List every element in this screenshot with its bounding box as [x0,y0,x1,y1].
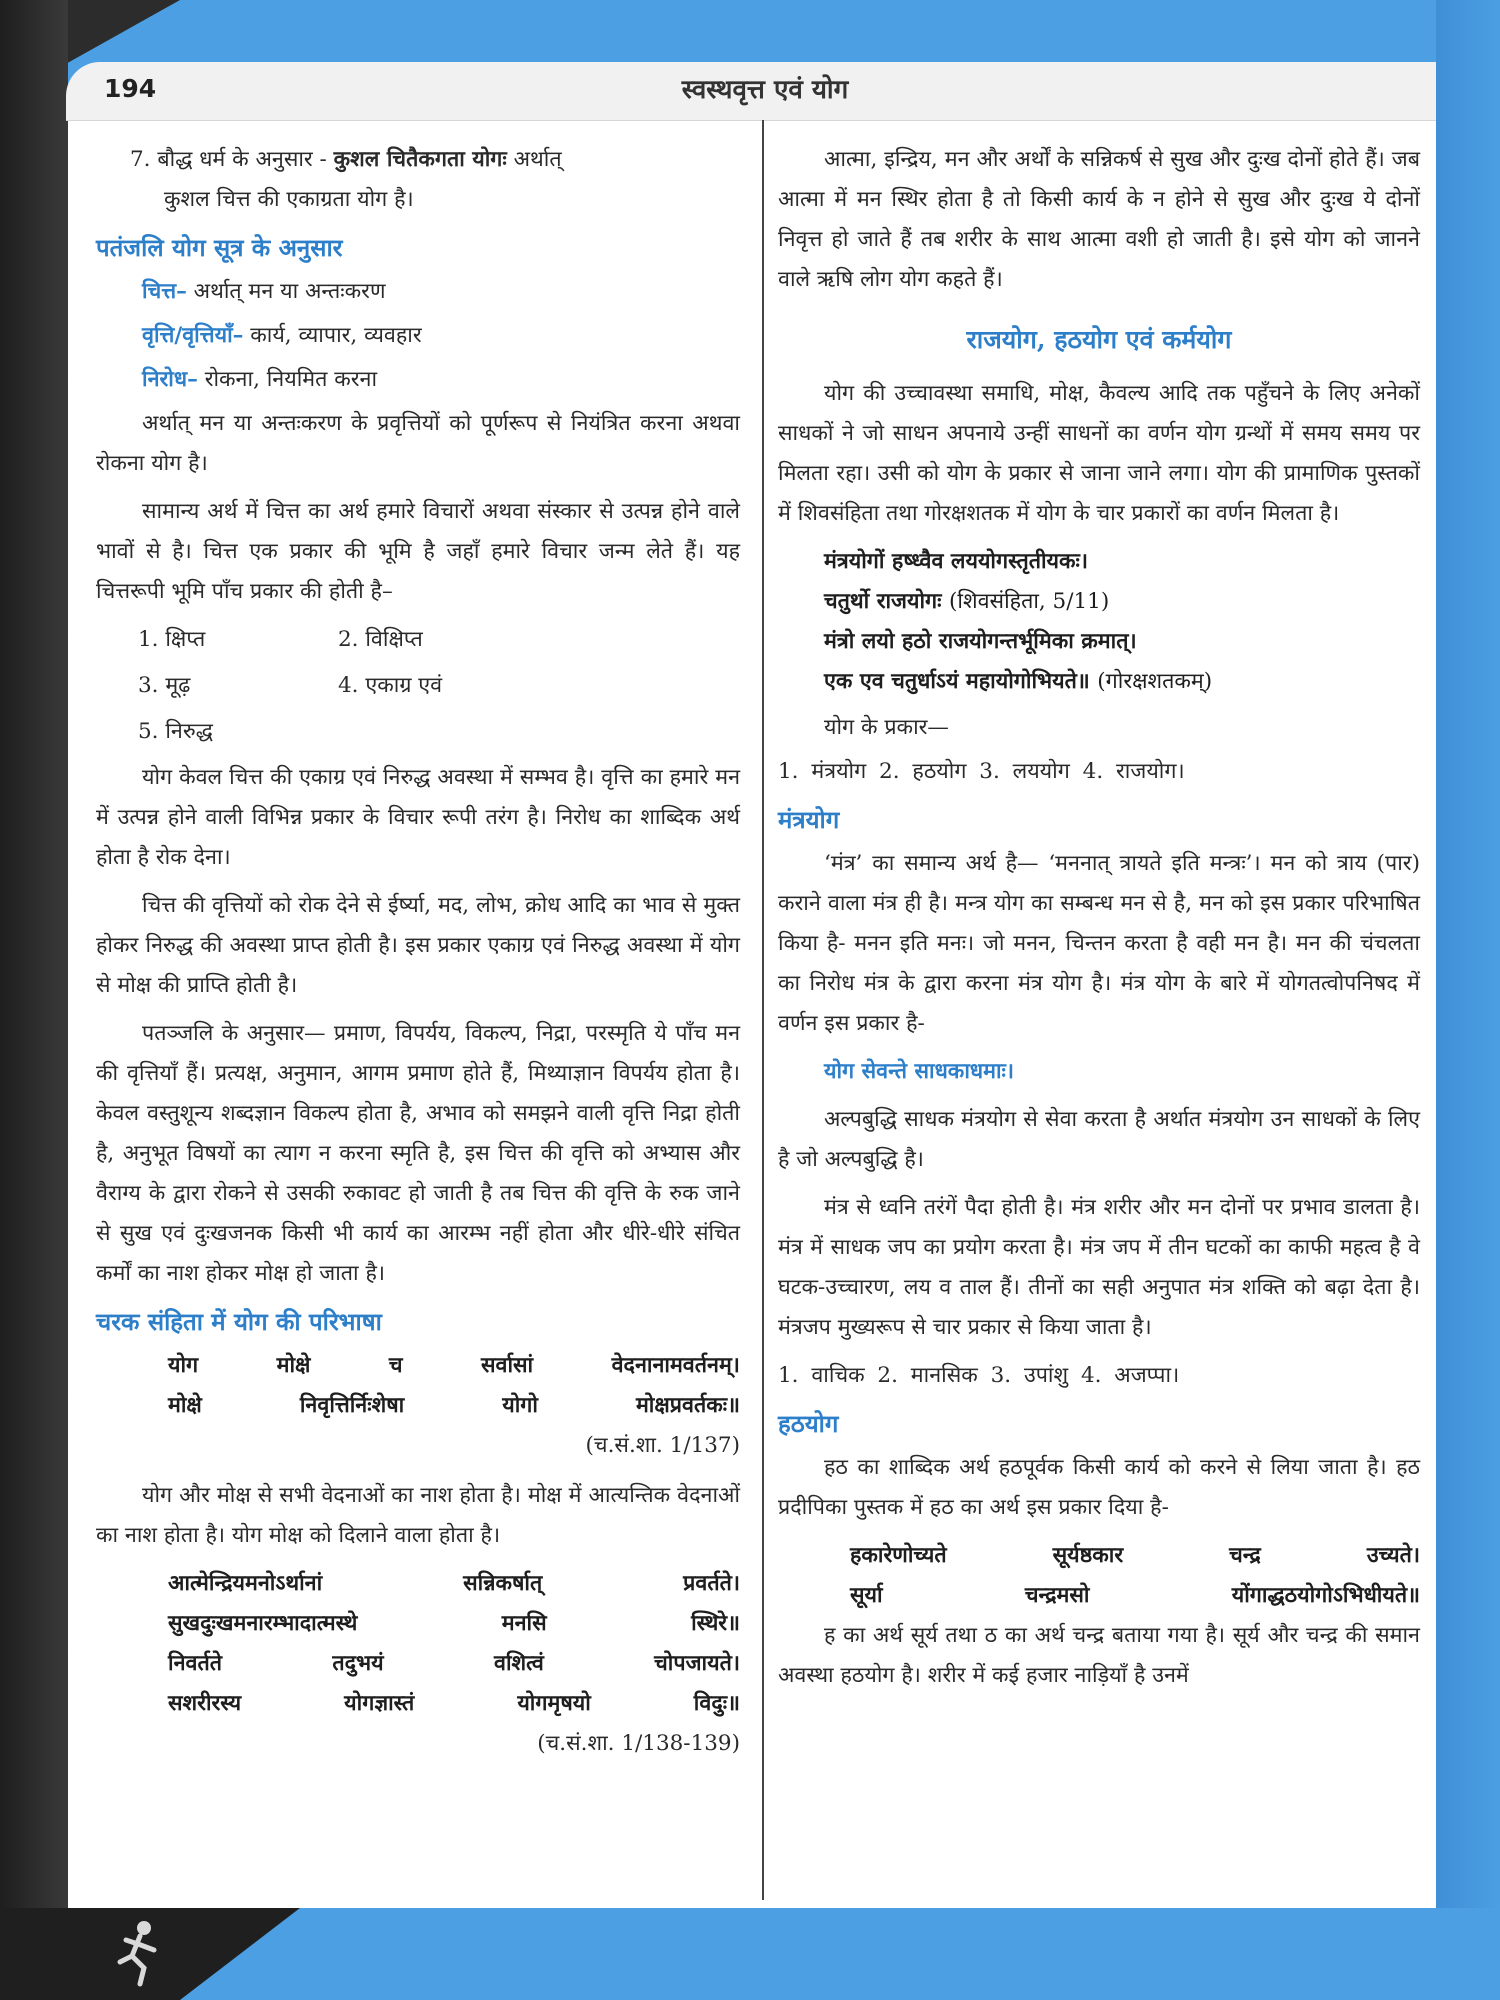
paragraph: मंत्र से ध्वनि तरंगें पैदा होती है। मंत्र शरीर और मन दोनों पर प्रभाव डालता है। मंत्र में साधक जप का प्रयोग करता है। मंत्र जप में तीन घटकों का काफी महत्व है वे घटक-उच्चारण, लय व ताल हैं। तीनों का सही अनुपात मंत्र शक्ति को बढ़ा देता है। मंत्रजप मुख्यरूप से चार प्रकार से किया जाता है। [778,1195,1420,1340]
list-item-7 [130,140,740,220]
verse-word: मोक्षप्रवर्तकः॥ [635,1393,740,1418]
term-label: वृत्ति/वृत्तियाँ– [142,323,244,348]
chitta-list-row [138,666,740,706]
paragraph: सामान्य अर्थ में चित्त का अर्थ हमारे विचारों अथवा संस्कार से उत्पन्न होने वाले भावों से है। चित्त एक प्रकार की भूमि है जहाँ हमारे विचार जन्म लेते हैं। यह चित्तरूपी भूमि पाँच प्रकार की होती है– [96,499,740,604]
verse-word: हकारेणोच्यते [850,1543,947,1568]
sloka-reference: (गोरक्षशतकम्) [1097,669,1213,694]
paragraph: योग और मोक्ष से सभी वेदनाओं का नाश होता है। मोक्ष में आत्यन्तिक वेदनाओं का नाश होता है। योग मोक्ष को दिलाने वाला होता है। [96,1483,740,1548]
verse-word: आत्मेन्द्रियमनोऽर्थानां [168,1571,323,1596]
heading-mantrayoga: मंत्रयोग [778,805,840,834]
term-chitta [142,272,740,312]
types-list: 1. मंत्रयोग 2. हठयोग 3. लययोग 4. राजयोग। [778,759,1185,784]
japa-list: 1. वाचिक 2. मानसिक 3. उपांशु 4. अजप्पा। [778,1363,1180,1388]
types-intro: योग के प्रकार— [824,715,949,740]
sloka-reference: (शिवसंहिता, 5/11) [949,589,1110,614]
verse-word: सुखदुःखमनारम्भादात्मस्थे [168,1611,358,1636]
verse-line [168,1644,740,1684]
verse-word: चन्द्रमसो [1024,1583,1090,1608]
verse-line [850,1536,1420,1576]
verse-word: सर्वासां [480,1353,534,1378]
paragraph: ‘मंत्र’ का समान्य अर्थ है— ‘मननात् त्रायते इति मन्त्रः’। मन को त्राय (पार) कराने वाला मंत्र ही है। मन्त्र योग का सम्बन्ध मन से है, मन को इस प्रकार परिभाषित किया है- मनन इति मनः। जो मनन, चिन्तन करता है वही मन है। मन की चंचलता का निरोध मंत्र के द्वारा करना मंत्र योग है। मंत्र योग के बारे में योगतत्वोपनिषद में वर्णन इस प्रकार है- [778,851,1420,1036]
verse-reference: (च.सं.शा. 1/138-139) [537,1731,740,1756]
left-page-edge [0,0,68,2000]
verse-word: उच्यते। [1366,1543,1420,1568]
verse-word: वशित्वं [493,1651,544,1676]
verse-word: सूर्या [850,1583,883,1608]
verse-line [168,1564,740,1604]
chitta-list-row [138,712,740,752]
verse-reference: (च.सं.शा. 1/137) [585,1433,740,1458]
right-column [778,140,1420,1704]
term-label: निरोध– [142,367,198,392]
verse-word: सन्निकर्षात् [463,1571,543,1596]
paragraph: ह का अर्थ सूर्य तथा ठ का अर्थ चन्द्र बताया गया है। सूर्य और चन्द्र की समान अवस्था हठयोग है। शरीर में कई हजार नाड़ियाँ है उनमें [778,1623,1420,1688]
paragraph: अर्थात् मन या अन्तःकरण के प्रवृत्तियों को पूर्णरूप से नियंत्रित करना अथवा रोकना योग है। [96,411,740,476]
term-nirodh [142,360,740,400]
list-item: 3. मूढ़ [138,673,191,698]
verse-word: स्थिरे॥ [691,1611,740,1636]
sanskrit-subheading: योग सेवन्ते साधकाधमाः। [824,1059,1015,1084]
verse-word: योगमृषयो [517,1691,591,1716]
paragraph: योग की उच्चावस्था समाधि, मोक्ष, कैवल्य आदि तक पहुँचने के लिए अनेकों साधकों ने जो साधन अपनाये उन्हीं साधनों का वर्णन योग ग्रन्थों में समय समय पर मिलता रहा। उसी को योग के प्रकार से जाना जाने लगा। योग की प्रामाणिक पुस्तकों में शिवसंहिता तथा गोरक्षशतक में योग के चार प्रकारों का वर्णन मिलता है। [778,381,1420,526]
sloka-text: मंत्रयोगों हष्ध्वैव लययोगस्तृतीयकः। [824,549,1089,574]
paragraph: चित्त की वृत्तियों को रोक देने से ईर्ष्या, मद, लोभ, क्रोध आदि का भाव से मुक्त होकर निरुद्ध की अवस्था प्राप्त होती है। इस प्रकार एकाग्र एवं निरुद्ध अवस्था में योग से मोक्ष की प्राप्ति होती है। [96,893,740,998]
paragraph: हठ का शाब्दिक अर्थ हठपूर्वक किसी कार्य को करने से लिया जाता है। हठ प्रदीपिका पुस्तक में हठ का अर्थ इस प्रकार दिया है- [778,1455,1420,1520]
list-item: 5. निरुद्ध [138,719,213,744]
verse-line [168,1386,740,1426]
verse-word: निवृत्तिर्निःशेषा [299,1393,405,1418]
verse-line [168,1346,740,1386]
verse-word: वेदनानामवर्तनम्। [611,1353,740,1378]
verse-word: सशरीरस्य [168,1691,242,1716]
item7-line2: कुशल चित्त की एकाग्रता योग है। [164,187,414,212]
left-column [96,140,740,1774]
verse-word: मनसि [501,1611,547,1636]
sloka-line [824,622,1420,662]
verse-word: योगज्ञास्तं [344,1691,415,1716]
verse-word: योंगाद्धठयोगोऽभिधीयते॥ [1231,1583,1420,1608]
term-meaning: कार्य, व्यापार, व्यवहार [250,323,422,348]
paragraph: अल्पबुद्धि साधक मंत्रयोग से सेवा करता है अर्थात मंत्रयोग उन साधकों के लिए है जो अल्पबुद्धि है। [778,1107,1420,1172]
chitta-list-row [138,620,740,660]
verse-line [850,1576,1420,1616]
term-meaning: अर्थात् मन या अन्तःकरण [193,279,386,304]
verse-line [168,1604,740,1644]
heading-charak: चरक संहिता में योग की परिभाषा [96,1307,382,1336]
verse-word: योगो [502,1393,538,1418]
term-meaning: रोकना, नियमित करना [204,367,378,392]
paragraph: आत्मा, इन्द्रिय, मन और अर्थों के सन्निकर्ष से सुख और दुःख दोनों होते हैं। जब आत्मा में मन स्थिर होता है तो किसी कार्य के न होने से सुख और दुःख ये दोनों निवृत्त हो जाते हैं तब शरीर के साथ आत्मा वशी हो जाती है। इसे योग को जानने वाले ऋषि लोग योग कहते हैं। [778,147,1420,292]
sloka-text: एक एव चतुर्धाऽयं महायोगोभियते॥ [824,669,1090,694]
term-vritti [142,316,740,356]
sloka-text: चतुर्थो राजयोगः [824,589,942,614]
heading-hathayoga: हठयोग [778,1409,839,1438]
sloka-line [824,662,1420,702]
verse-word: मोक्षे [276,1353,311,1378]
verse-word: चोपजायते। [654,1651,740,1676]
verse-word: प्रवर्तते। [683,1571,740,1596]
heading-rajyoga: राजयोग, हठयोग एवं कर्मयोग [966,325,1232,354]
item7-rest: अर्थात् [513,147,562,172]
verse-line [168,1684,740,1724]
sloka-text: मंत्रो लयो हठो राजयोगन्तर्भूमिका क्रमात्। [824,629,1137,654]
column-divider [762,120,764,1900]
list-item: 4. एकाग्र एवं [338,673,443,698]
verse-word: विदुः॥ [693,1691,740,1716]
verse-word: निवर्तते [168,1651,222,1676]
term-label: चित्त– [142,279,187,304]
verse-word: चन्द्र [1229,1543,1261,1568]
list-item: 2. विक्षिप्त [338,627,423,652]
runner-icon [110,1918,170,1988]
verse-word: योग [168,1353,199,1378]
item7-term: कुशल चितैकगता योगः [333,147,507,172]
item7-prefix: 7. बौद्ध धर्म के अनुसार - [130,147,327,172]
page-number: 194 [104,74,157,103]
right-page-edge [1436,0,1500,2000]
verse-word: मोक्षे [168,1393,202,1418]
verse-word: सूर्यष्ठकार [1052,1543,1124,1568]
sloka-line [824,582,1420,622]
running-title: स्वस्थवृत्त एवं योग [681,75,849,105]
heading-patanjali: पतंजलि योग सूत्र के अनुसार [96,233,343,262]
paragraph: योग केवल चित्त की एकाग्र एवं निरुद्ध अवस्था में सम्भव है। वृत्ति का हमारे मन में उत्पन्न होने वाली विभिन्न प्रकार के विचार रूपी तरंग है। निरोध का शाब्दिक अर्थ होता है रोक देना। [96,765,740,870]
verse-word: तदुभयं [332,1651,384,1676]
list-item: 1. क्षिप्त [138,627,206,652]
sloka-line [824,542,1420,582]
paragraph: पतञ्जलि के अनुसार— प्रमाण, विपर्यय, विकल्प, निद्रा, परस्मृति ये पाँच मन की वृत्तियाँ हैं। प्रत्यक्ष, अनुमान, आगम प्रमाण होते हैं, मिथ्याज्ञान विपर्यय होता है। केवल वस्तुशून्य शब्दज्ञान विकल्प होता है, अभाव को समझने वाली वृत्ति निद्रा होती है, अनुभूत विषयों का त्याग न करना स्मृति है, इस चित्त की वृत्ति को अभ्यास और वैराग्य के द्वारा रोकने से उसकी रुकावट हो जाती है तब चित्त की वृत्ति के रुक जाने से सुख एवं दुःखजनक किसी भी कार्य का आरम्भ नहीं होता और धीरे-धीरे संचित कर्मों का नाश होकर मोक्ष हो जाता है। [96,1021,740,1286]
verse-word: च [388,1353,403,1378]
